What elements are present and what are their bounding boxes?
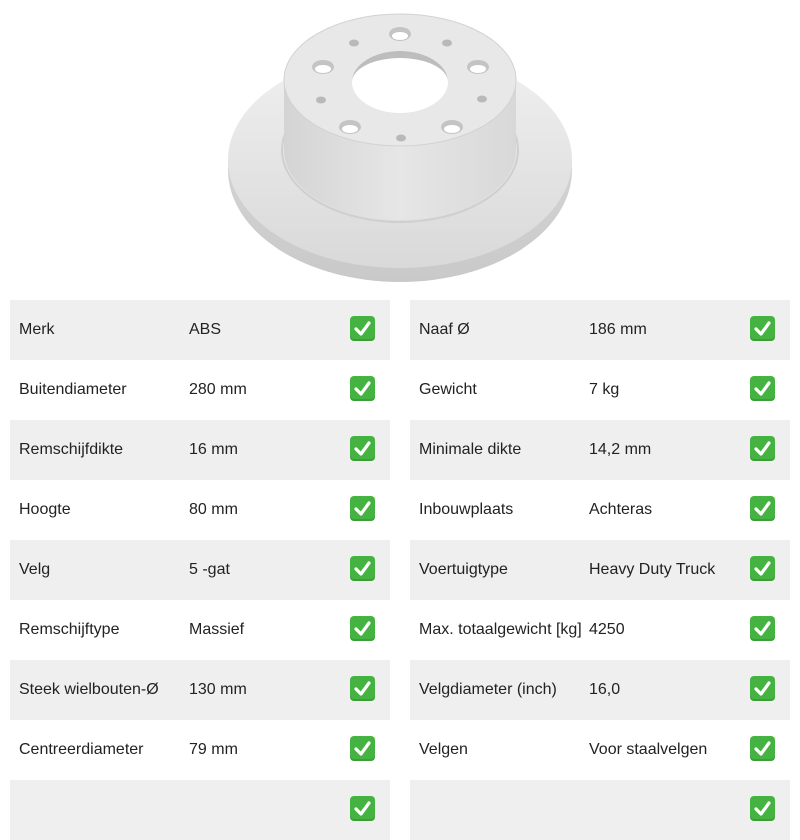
check-icon [350, 736, 375, 761]
check-icon [350, 676, 375, 701]
spec-row [10, 420, 390, 480]
check-icon [750, 676, 775, 701]
spec-label: Voertuigtype [419, 561, 508, 578]
spec-value: 186 mm [589, 321, 647, 338]
spec-row [410, 600, 790, 660]
check-icon [350, 616, 375, 641]
spec-row [410, 720, 790, 780]
spec-value: 14,2 mm [589, 441, 652, 458]
spec-row [410, 420, 790, 480]
spec-row [410, 660, 790, 720]
spec-label: Naaf Ø [419, 321, 470, 338]
spec-value: 130 mm [189, 681, 247, 698]
spec-row [10, 540, 390, 600]
spec-label: Velgdiameter (inch) [419, 681, 557, 698]
spec-label: Inbouwplaats [419, 501, 514, 518]
check-icon [750, 316, 775, 341]
check-icon [350, 316, 375, 341]
spec-value: Massief [189, 621, 245, 638]
spec-table-right [410, 300, 790, 840]
spec-label: Steek wielbouten-Ø [19, 681, 159, 698]
spec-row [410, 780, 790, 840]
spec-row [10, 720, 390, 780]
spec-row [410, 540, 790, 600]
spec-label: Hoogte [19, 501, 71, 518]
check-icon [350, 376, 375, 401]
brake-disc-image [0, 0, 800, 292]
spec-label: Merk [19, 321, 55, 338]
spec-value: 79 mm [189, 741, 238, 758]
spec-row [10, 660, 390, 720]
spec-row [10, 480, 390, 540]
check-icon [750, 736, 775, 761]
spec-value: 280 mm [189, 381, 247, 398]
spec-label: Minimale dikte [419, 441, 522, 458]
spec-label: Centreerdiameter [19, 741, 144, 758]
spec-value: ABS [189, 321, 222, 338]
spec-label: Max. totaalgewicht [kg] [419, 621, 582, 638]
spec-table-left [10, 300, 390, 840]
spec-row [10, 780, 390, 840]
check-icon [750, 376, 775, 401]
check-icon [750, 496, 775, 521]
check-icon [350, 556, 375, 581]
check-icon [750, 436, 775, 461]
product-image [0, 0, 800, 292]
check-icon [350, 496, 375, 521]
check-icon [750, 616, 775, 641]
spec-row [410, 480, 790, 540]
spec-value: 16,0 [589, 681, 621, 698]
check-icon [750, 556, 775, 581]
spec-value: Heavy Duty Truck [589, 561, 716, 578]
check-icon [350, 436, 375, 461]
spec-label: Buitendiameter [19, 381, 127, 398]
spec-label: Remschijfdikte [19, 441, 124, 458]
spec-value: Achteras [589, 501, 653, 518]
spec-row [10, 600, 390, 660]
spec-label: Velg [19, 561, 51, 578]
spec-value: 5 -gat [189, 561, 230, 578]
spec-value: Voor staalvelgen [589, 741, 708, 758]
spec-value: 80 mm [189, 501, 238, 518]
spec-value: 4250 [589, 621, 625, 638]
spec-label: Gewicht [419, 381, 477, 398]
spec-row [410, 300, 790, 360]
spec-label: Velgen [419, 741, 468, 758]
spec-value: 7 kg [589, 381, 620, 398]
spec-row [10, 300, 390, 360]
spec-value: 16 mm [189, 441, 238, 458]
spec-row [410, 360, 790, 420]
spec-row [10, 360, 390, 420]
spec-label: Remschijftype [19, 621, 120, 638]
